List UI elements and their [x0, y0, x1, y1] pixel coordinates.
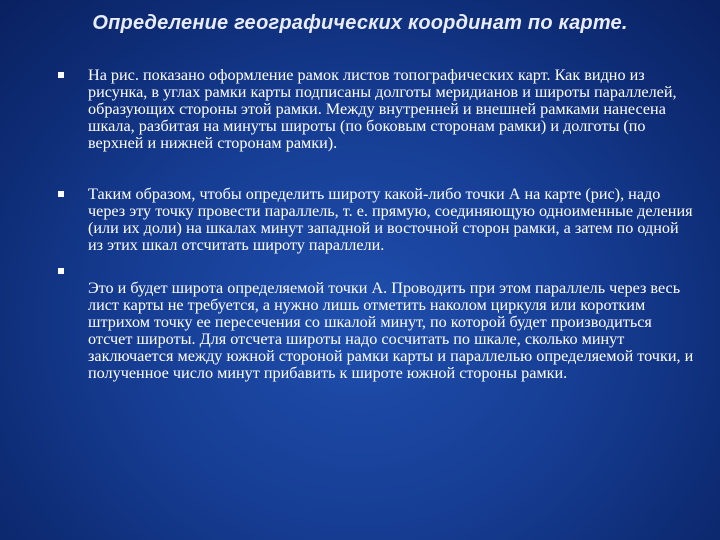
slide-title: Определение географических координат по карте. — [92, 12, 628, 34]
square-bullet-icon — [58, 268, 64, 274]
bullet-list — [56, 67, 696, 382]
bullet-text: Таким образом, чтобы определить широту какой-либо точки А на карте (рис), надо через эту точку провести параллель, т. е. прямую, соединяющую одноименные деления (или их доли) на шкалах минут западной и восточной сторон рамки, а затем по одной из этих шкал отсчитать широту параллели. — [88, 185, 693, 254]
bullet-item — [56, 263, 696, 382]
square-bullet-icon — [58, 191, 64, 197]
bullet-text: Это и будет широта определяемой точки А. Проводить при этом параллель через весь лист карты не требуется, а нужно лишь отметить наколом циркуля или коротким штрихом точку ее пересечения со шкалой минут, по которой будет производиться отсчет широты. Для отсчета широты надо сосчитать по шкале, сколько минут заключается между южной стороной рамки карты и параллелью определяемой точки, и полученное число минут прибавить к широте южной стороны рамки. — [88, 279, 694, 382]
bullet-text: На рис. показано оформление рамок листов топографических карт. Как видно из рисунка, в углах рамки карты подписаны долготы меридианов и широты параллелей, образующих стороны этой рамки. Между внутренней и внешней рамками нанесена шкала, разбитая на минуты широты (по боковым сторонам рамки) и долготы (по верхней и нижней сторонам рамки). — [88, 66, 677, 152]
bullet-item — [56, 67, 696, 152]
bullet-item — [56, 186, 696, 254]
square-bullet-icon — [58, 72, 64, 78]
